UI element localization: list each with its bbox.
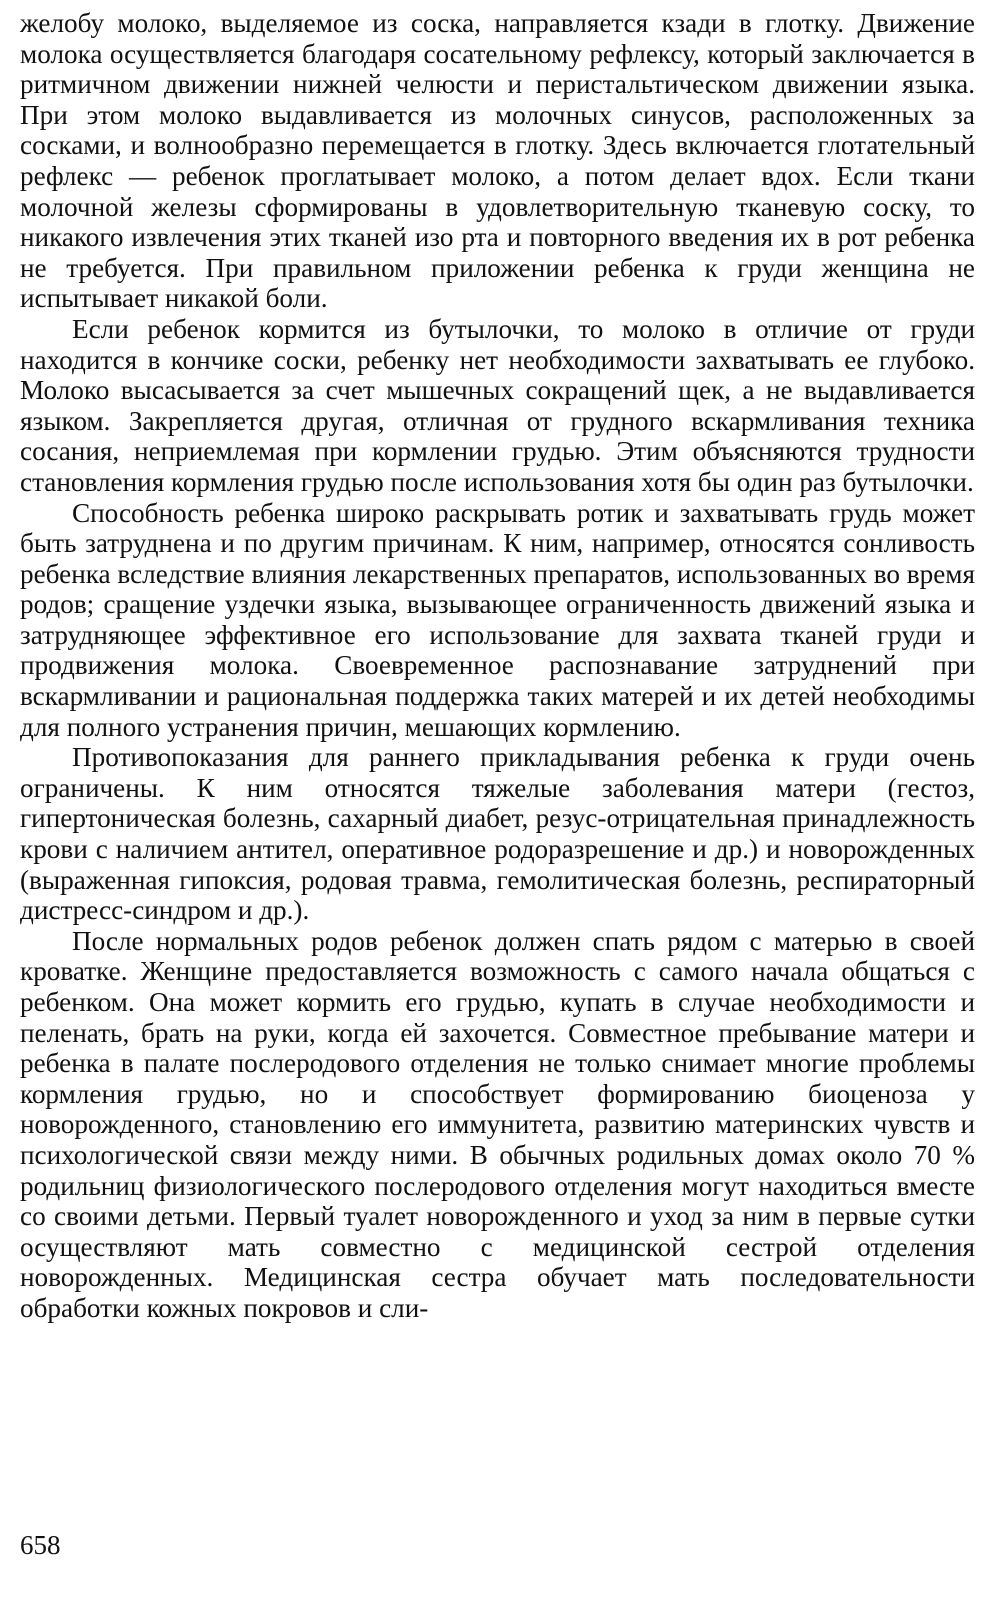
paragraph-latch-difficulties: Способность ребенка широко раскрывать ротик и захватывать грудь может быть затруднена и по другим причинам. К ним, например, относятся сонливость ребенка вследствие влияния лекарственных препаратов, использованных во время родов; сращение уздечки языка, вызывающее ограниченность движений языка и затрудняющее эффективное его использование для захвата тканей груди и продвижения молока. Своевременное распознавание затруднений при вскармливании и рациональная поддержка таких матерей и их детей необходимы для полного устранения причин, мешающих кормлению. (20, 497, 975, 742)
body-text (20, 8, 975, 1324)
paragraph-continued: желобу молоко, выделяемое из соска, направляется кзади в глотку. Движение молока осуществляется благодаря сосательному рефлексу, который заключается в ритмичном движении нижней челюсти и перистальтическом движении языка. При этом молоко выдавливается из молочных синусов, расположенных за сосками, и волнообразно перемещается в глотку. Здесь включается глотательный рефлекс — ребенок проглатывает молоко, а потом делает вдох. Если ткани молочной железы сформированы в удовлетворительную тканевую соску, то никакого извлечения этих тканей изо рта и повторного введения их в рот ребенка не требуется. При правильном приложении ребенка к груди женщина не испытывает никакой боли. (20, 8, 975, 314)
paragraph-contraindications: Противопоказания для раннего прикладывания ребенка к груди очень ограничены. К ним относятся тяжелые заболевания матери (гестоз, гипертоническая болезнь, сахарный диабет, резус-отрицательная принадлежность крови с наличием антител, оперативное родоразрешение и др.) и новорожденных (выраженная гипоксия, родовая травма, гемолитическая болезнь, респираторный дистресс-синдром и др.). (20, 742, 975, 926)
paragraph-rooming-in: После нормальных родов ребенок должен спать рядом с матерью в своей кроватке. Женщине предоставляется возможность с самого начала общаться с ребенком. Она может кормить его грудью, купать в случае необходимости и пеленать, брать на руки, когда ей захочется. Совместное пребывание матери и ребенка в палате послеродового отделения не только снимает многие проблемы кормления грудью, но и способствует формированию биоценоза у новорожденного, становлению его иммунитета, развитию материнских чувств и психологической связи между ними. В обычных родильных домах около 70 % родильниц физиологического послеродового отделения могут находиться вместе со своими детьми. Первый туалет новорожденного и уход за ним в первые сутки осуществляют мать совместно с медицинской сестрой отделения новорожденных. Медицинская сестра обучает мать последовательности обработки кожных покровов и сли- (20, 925, 975, 1323)
paragraph-bottle-feeding: Если ребенок кормится из бутылочки, то молоко в отличие от груди находится в кончике соски, ребенку нет необходимости захватывать ее глубоко. Молоко высасывается за счет мышечных сокращений щек, а не выдавливается языком. Закрепляется другая, отличная от грудного вскармливания техника сосания, неприемлемая при кормлении грудью. Этим объясняются трудности становления кормления грудью после использования хотя бы один раз бутылочки. (20, 313, 975, 497)
page-number: 658 (20, 1530, 61, 1560)
